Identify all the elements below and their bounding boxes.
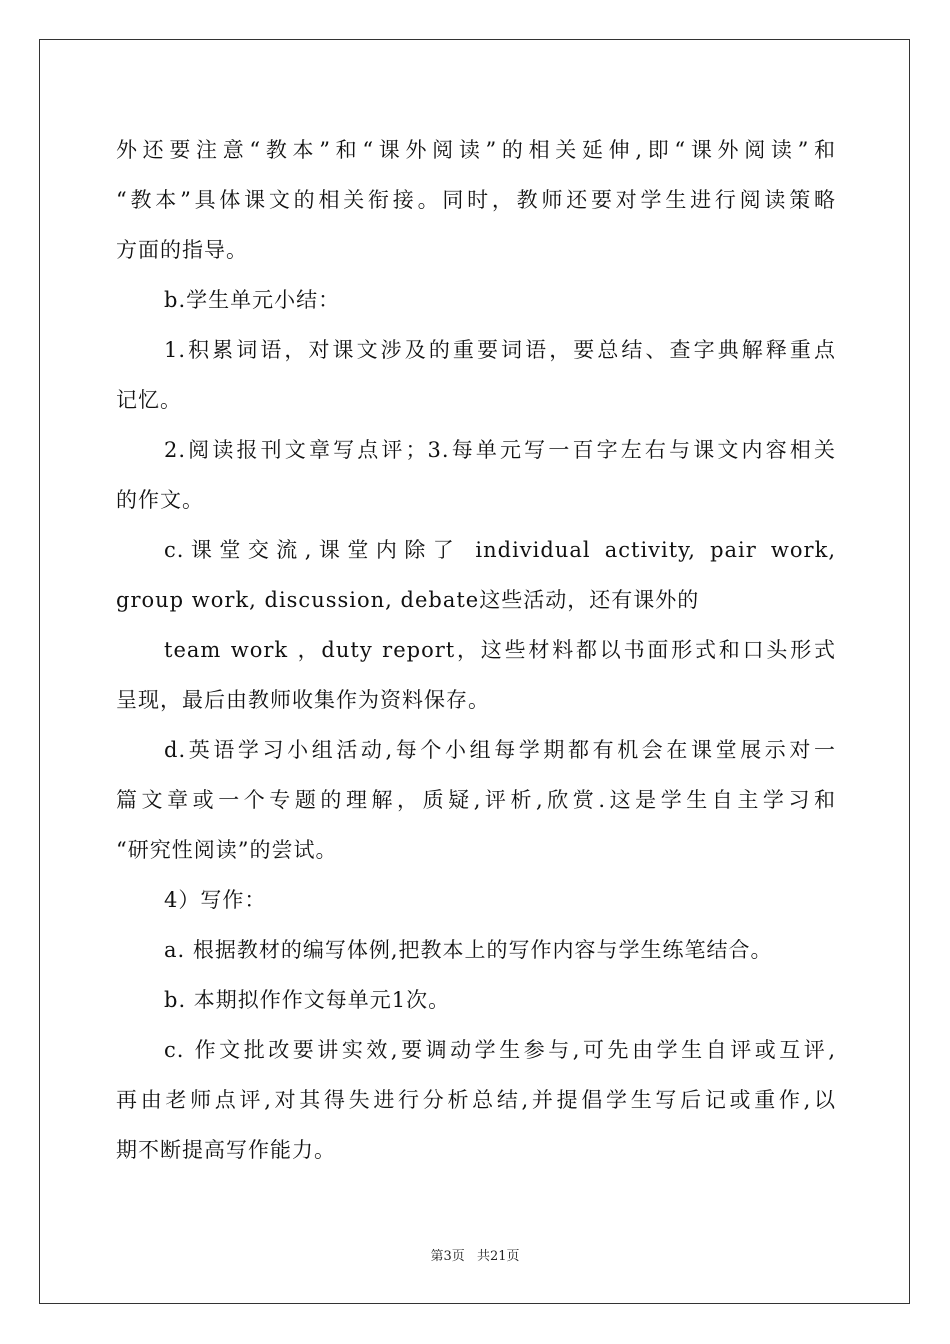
- text-line: 4）写作：: [164, 888, 267, 912]
- text-line: 方面的指导。: [116, 238, 248, 262]
- text-line: 外还要注意“教本”和“课外阅读”的相关延伸,即“课外阅读”和: [116, 138, 836, 162]
- text-line: d.英语学习小组活动,每个小组每学期都有机会在课堂展示对一: [164, 738, 836, 762]
- text-line: “研究性阅读”的尝试。: [116, 838, 338, 862]
- text-line: “教本”具体课文的相关衔接。同时，教师还要对学生进行阅读策略: [116, 188, 836, 212]
- text-line: 的作文。: [116, 488, 204, 512]
- text-line: 呈现，最后由教师收集作为资料保存。: [116, 688, 490, 712]
- page-total: 共21页: [476, 1249, 520, 1264]
- text-line: c. 作文批改要讲实效,要调动学生参与,可先由学生自评或互评,: [164, 1038, 836, 1062]
- text-line: 篇文章或一个专题的理解，质疑,评析,欣赏.这是学生自主学习和: [116, 788, 836, 812]
- text-line: 期不断提高写作能力。: [116, 1138, 336, 1162]
- text-line: 1.积累词语，对课文涉及的重要词语，要总结、查字典解释重点: [164, 338, 836, 362]
- page-footer: [0, 1245, 950, 1264]
- text-line: 2.阅读报刊文章写点评；3.每单元写一百字左右与课文内容相关: [164, 438, 836, 462]
- text-line: 记忆。: [116, 388, 182, 412]
- text-line: 再由老师点评,对其得失进行分析总结,并提倡学生写后记或重作,以: [116, 1088, 836, 1112]
- text-line: group work, discussion, debate这些活动，还有课外的: [116, 588, 700, 612]
- text-line: b.学生单元小结：: [164, 288, 341, 312]
- text-line: b. 本期拟作作文每单元1次。: [164, 988, 451, 1012]
- text-line: c.课堂交流,课堂内除了 individual activity, pair work,: [164, 538, 836, 562]
- page-number: 第3页: [430, 1249, 465, 1264]
- text-line: team work ，duty report，这些材料都以书面形式和口头形式: [164, 638, 836, 662]
- text-line: a. 根据教材的编写体例,把教本上的写作内容与学生练笔结合。: [164, 938, 773, 962]
